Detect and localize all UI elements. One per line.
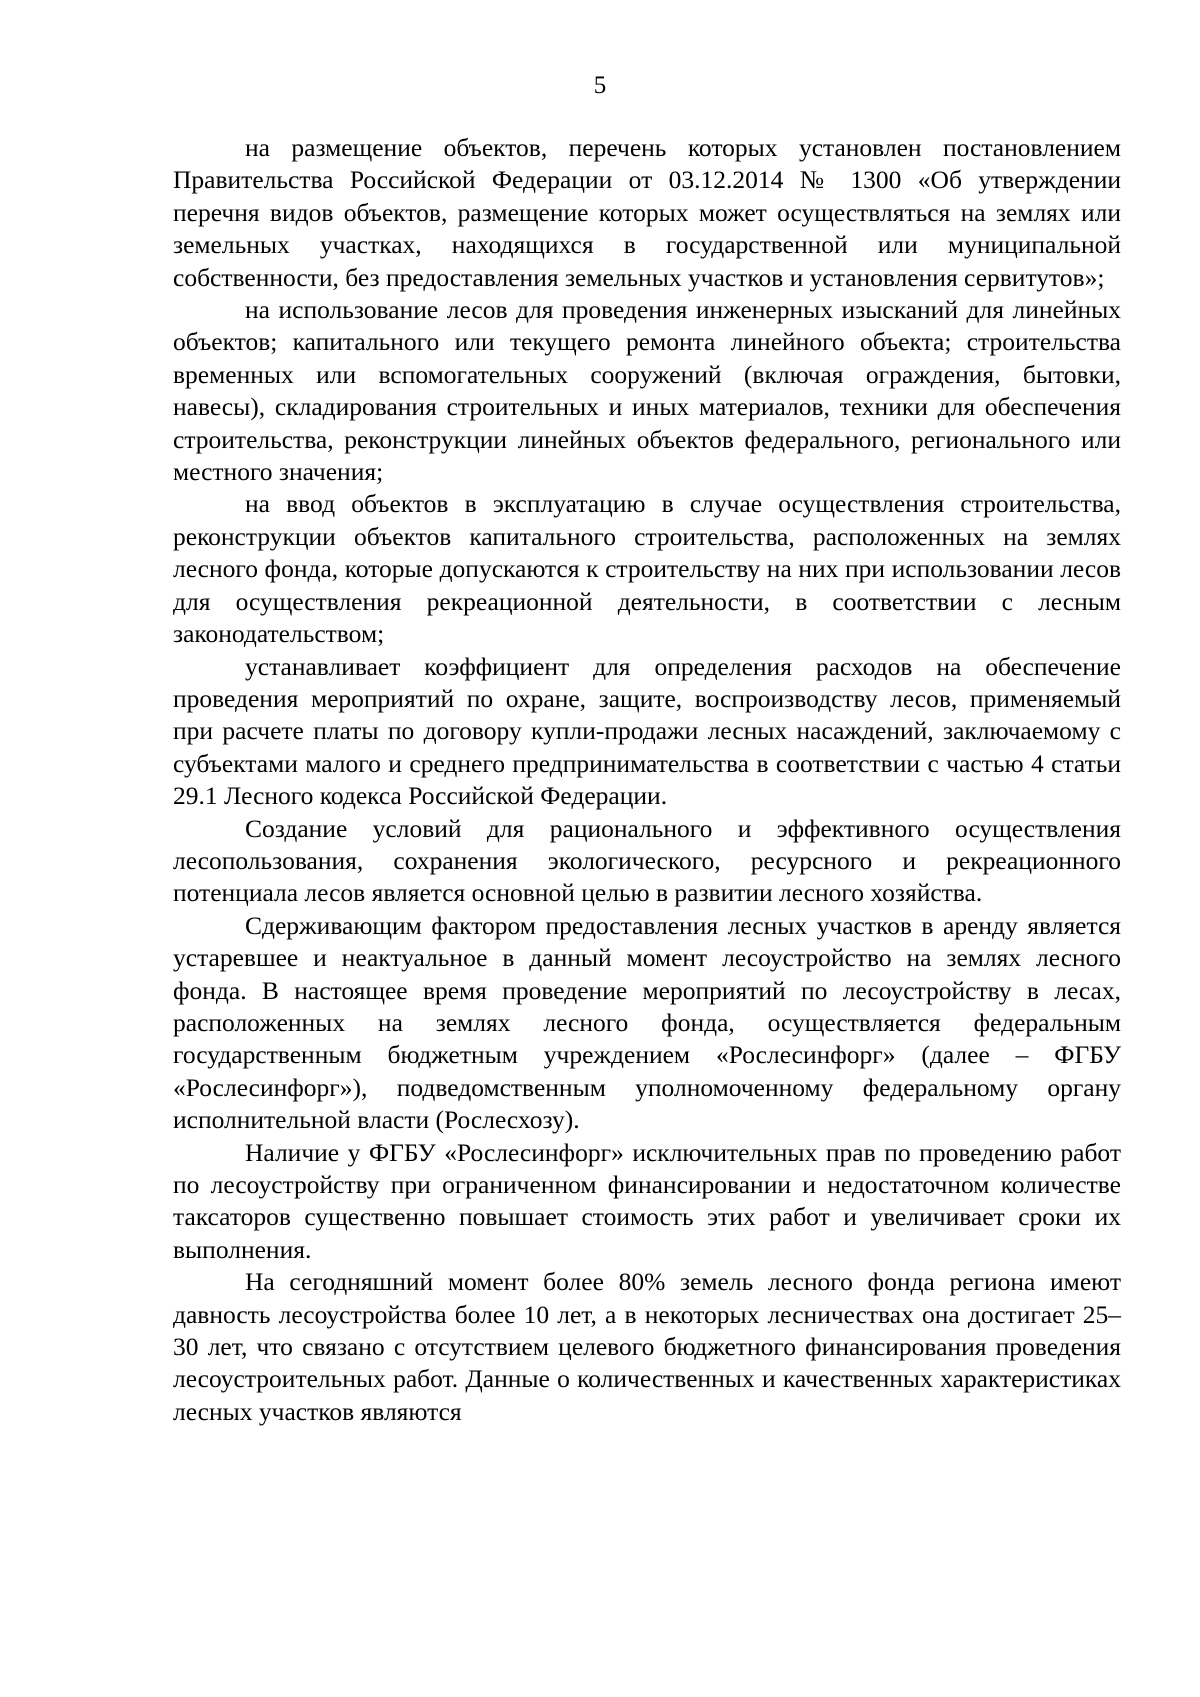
paragraph-exclusive-rights: Наличие у ФГБУ «Рослесинфорг» исключительных прав по проведению работ по лесоустройству при ограниченном финансировании и недостаточном количестве таксаторов существенно повышает стоимость этих работ и увеличивает сроки их выполнения. [173,1137,1121,1264]
paragraph-forest-inventory-age: На сегодняшний момент более 80% земель лесного фонда региона имеют давность лесоустройства более 10 лет, а в некоторых лесничествах она достигает 25–30 лет, что связано с отсутствием целевого бюджетного финансирования проведения лесоустроительных работ. Данные о количественных и качественных характеристиках лесных участков являются [173,1267,1121,1426]
paragraph-placement-objects: на размещение объектов, перечень которых установлен постановлением Правительства Российской Федерации от 03.12.2014 № 1300 «Об утверждении перечня видов объектов, размещение которых может осуществляться на землях или земельных участках, находящихся в государственной или муниципальной собственности, без предоставления земельных участков и установления сервитутов»; [173,133,1121,292]
paragraph-commissioning: на ввод объектов в эксплуатацию в случае осуществления строительства, реконструкции объектов капитального строительства, расположенных на землях лесного фонда, которые допускаются к строительству на них при использовании лесов для осуществления рекреационной деятельности, в соответствии с лесным законодательством; [173,489,1121,649]
paragraph-coefficient: устанавливает коэффициент для определения расходов на обеспечение проведения мероприятий по охране, защите, воспроизводству лесов, применяемый при расчете платы по договору купли-продажи лесных насаждений, заключаемому с субъектами малого и среднего предпринимательства в соответствии с частью 4 статьи 29.1 Лесного кодекса Российской Федерации. [173,651,1121,811]
paragraph-engineering-surveys: на использование лесов для проведения инженерных изысканий для линейных объектов; капитального или текущего ремонта линейного объекта; строительства временных или вспомогательных сооружений (включая ограждения, бытовки, навесы), складирования строительных и иных материалов, техники для обеспечения строительства, реконструкции линейных объектов федерального, регионального или местного значения; [173,295,1121,487]
paragraph-main-goal: Создание условий для рационального и эффективного осуществления лесопользования, сохранения экологического, ресурсного и рекреационного потенциала лесов является основной целью в развитии лесного хозяйства. [173,813,1121,908]
paragraph-restraining-factor: Сдерживающим фактором предоставления лесных участков в аренду является устаревшее и неактуальное в данный момент лесоустройство на землях лесного фонда. В настоящее время проведение мероприятий по лесоустройству в лесах, расположенных на землях лесного фонда, осуществляется федеральным государственным бюджетным учреждением «Рослесинфорг» (далее – ФГБУ «Рослесинфорг»), подведомственным уполномоченному федеральному органу исполнительной власти (Рослесхозу). [173,910,1121,1135]
document-body [173,132,1121,1428]
page-number: 5 [593,72,607,99]
